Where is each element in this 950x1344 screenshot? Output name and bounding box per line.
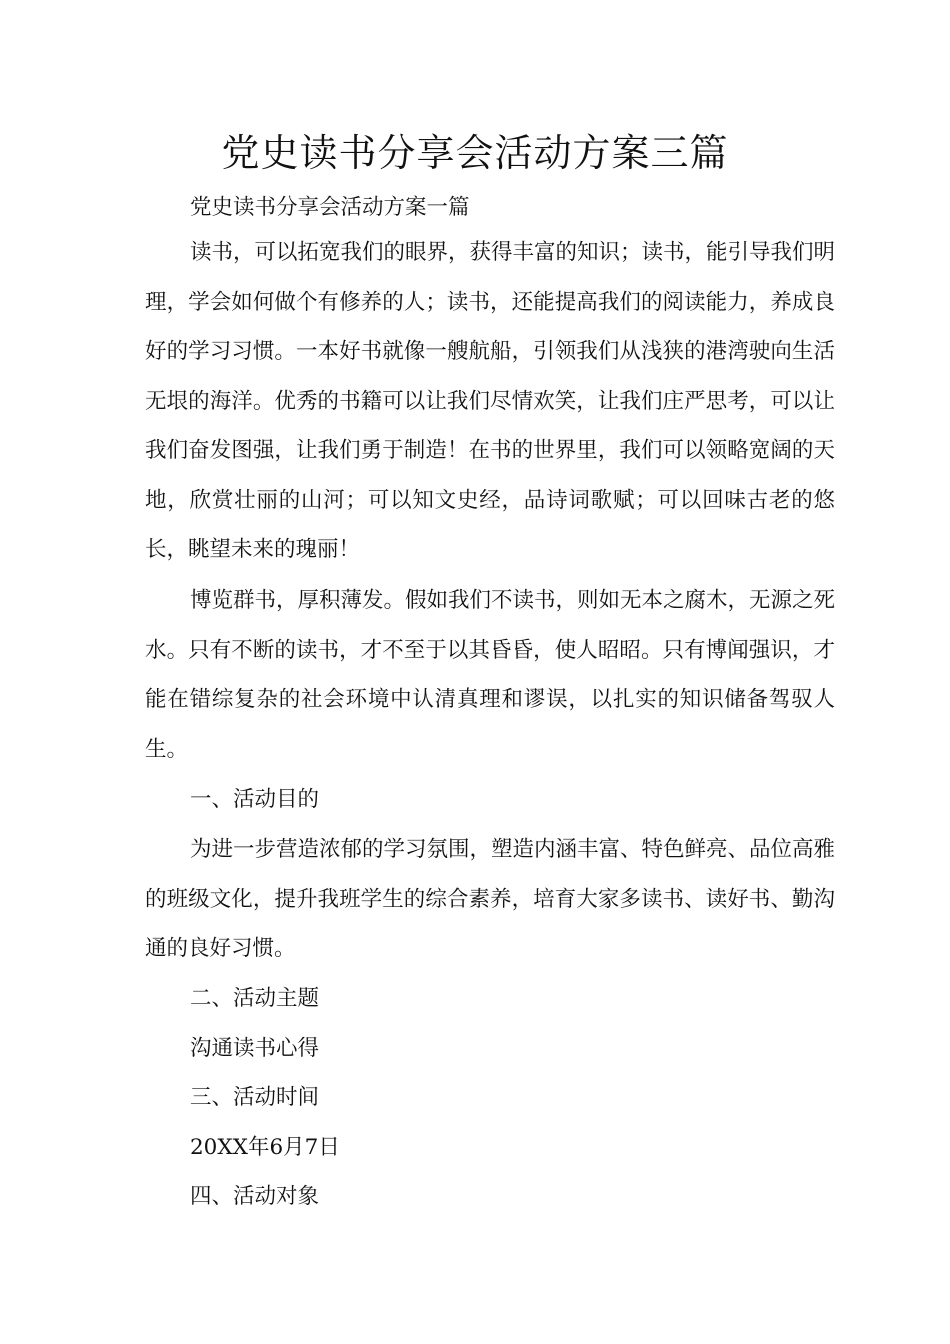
section-heading-time: 三、活动时间 [190,1085,320,1110]
section-heading-purpose: 一、活动目的 [190,787,320,812]
section-heading-audience: 四、活动对象 [190,1184,320,1209]
section-body-theme: 沟通读书心得 [190,1036,320,1061]
section-body-purpose: 为进一步营造浓郁的学习氛围，塑造内涵丰富、特色鲜亮、品位高雅的班级文化，提升我班学生的综合素养，培育大家多读书、读好书、勤沟通的良好习惯。 [145,837,836,961]
section-body-time: 20XX年6月7日 [190,1135,340,1160]
paragraph-broad-reading: 博览群书，厚积薄发。假如我们不读书，则如无本之腐木，无源之死水。只有不断的读书，才不至于以其昏昏，使人昭昭。只有博闻强识，才能在错综复杂的社会环境中认清真理和谬误，以扎实的知识储备驾驭人生。 [145,588,836,762]
paragraph-reading-benefits: 读书，可以拓宽我们的眼界，获得丰富的知识；读书，能引导我们明理，学会如何做个有修养的人；读书，还能提高我们的阅读能力，养成良好的学习习惯。一本好书就像一艘航船，引领我们从浅狭的港湾驶向生活无垠的海洋。优秀的书籍可以让我们尽情欢笑，让我们庄严思考，可以让我们奋发图强，让我们勇于制造！在书的世界里，我们可以领略宽阔的天地，欣赏壮丽的山河；可以知文史经，品诗词歌赋；可以回味古老的悠长，眺望未来的瑰丽！ [145,240,836,562]
section-heading-theme: 二、活动主题 [190,986,320,1011]
document-title: 党史读书分享会活动方案三篇 [221,131,729,175]
document-subtitle: 党史读书分享会活动方案一篇 [190,195,470,220]
